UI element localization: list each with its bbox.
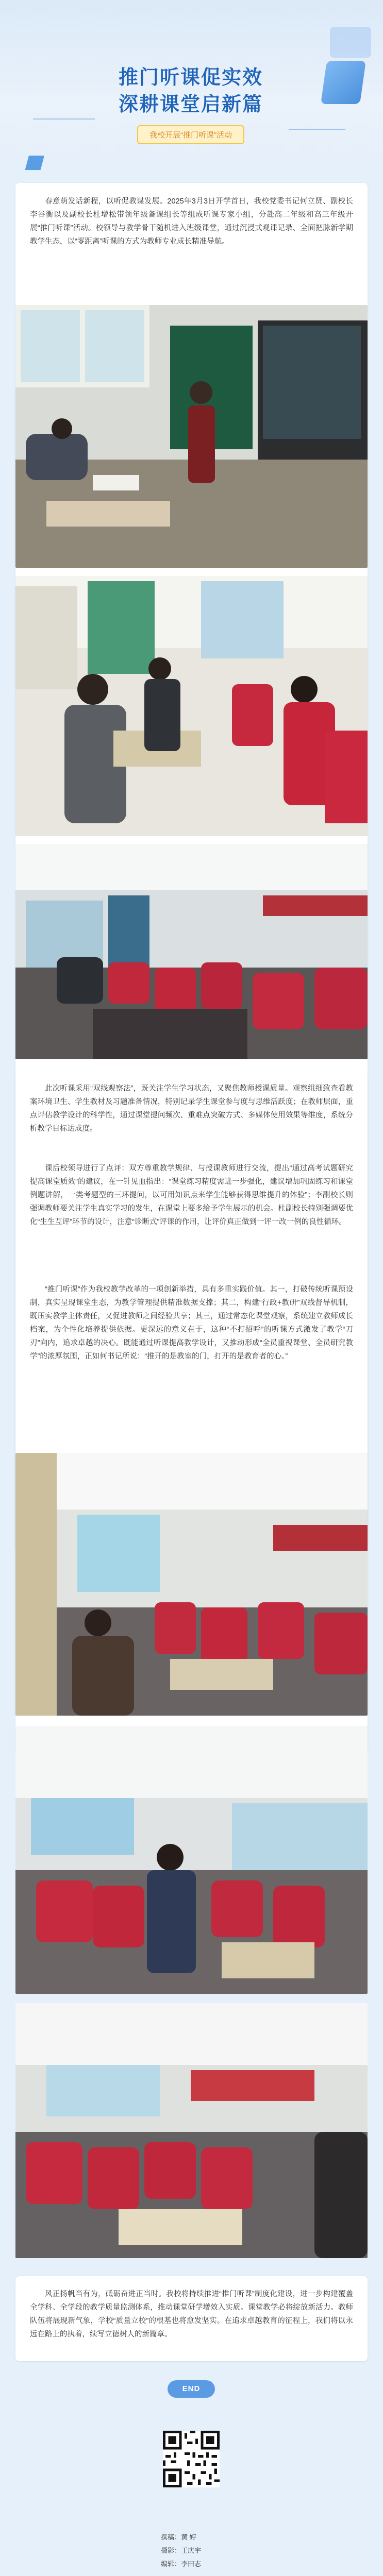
credit-writer-label: 撰稿： xyxy=(161,2533,181,2541)
credit-writer-name: 黄 婷 xyxy=(181,2533,196,2541)
paragraph-method: 此次听课采用“双线观察法”，既关注学生学习状态，又聚焦教师授课质量。观察组细致查看教案环境卫生、学生教材及习题准备情况，特别记录学生课堂参与度与思维活跃度；在教师层面，重点评估教学设计的科学性，通过课堂提问频次、重难点突破方式、多媒体使用效果等维度，系统分析教学目标达成度。 xyxy=(30,1084,353,1133)
photo-leaders-observing-class xyxy=(15,576,368,836)
credit-photo-name: 王庆宇 xyxy=(181,2547,202,2554)
paragraph-feedback: 课后校领导进行了点评：双方尊重教学规律、与授课教师进行交流，提出“通过高考试题研究提高课堂质效”的建议，在一针见血指出：“课堂练习精度需进一步强化，建议增加巩固练习和课堂例题讲解，一类考题型的三环提问，以可用知识点来学生能够获得思维提升的体验”；李副校长则强调教师要关注学生真实学习的发生，在课堂上要多给予学生展示的机会。杜副校长特别强调要优化“生生互评”环节的设计，注意“诊断式”评课的作用，让评价真正做到一评一改一例的良性循环。 xyxy=(30,1164,353,1226)
credits xyxy=(161,2531,264,2571)
photo-classroom-teacher-lecturing xyxy=(15,305,368,568)
credit-editor-label: 编辑： xyxy=(161,2560,181,2568)
decorative-line xyxy=(33,118,95,120)
paragraph-intro: 春意萌发话新程，以听促教谋发展。2025年3月3日开学首日，我校党委书记何立贤、副校长李谷衡以及副校长杜增松带领年级备课组长等组成听课专家小组，分赴高二年级和高三年级开展“推门听课”活动。校领导与教学骨干随机进入班级课堂，通过沉浸式观课记录、全面把脉新学期教学生态，以“零距离”听课的方式为教师专业成长精准导航。 xyxy=(30,197,353,246)
subtitle-badge: 我校开展“推门听课”活动 xyxy=(137,125,244,144)
header-banner xyxy=(0,0,383,170)
credit-editor xyxy=(161,2557,264,2571)
photo-full-classroom-wide xyxy=(15,844,368,1059)
credit-photo-label: 摄影： xyxy=(161,2547,181,2554)
decorative-shape xyxy=(321,61,366,104)
article-title xyxy=(101,64,281,165)
photo-students-class-observers-2 xyxy=(15,1726,368,1994)
photo-students-class-observers-3 xyxy=(15,2003,368,2258)
decorative-line xyxy=(289,129,345,130)
paragraph-value: “推门听课”作为我校教学改革的一项创新举措，具有多重实践价值。其一，打破传统听课预设制，真实呈现课堂生态，为教学管理提供精准数据支撑；其二，构建“行政+教研”双线督导机制，既压实教学主体责任，又促进教师之间经验共享；其三，通过常态化课堂观察，系统建立教师成长档案，为个性化培养提供依据。更深远的意义在于，这种“不打招呼”的听课方式激发了教学“刀刃”向内，追求卓越的决心。既能通过听课提高教学设计，又推动形成“全员重视课堂、全员研究教学”的浓厚氛围，正如何书记所说：“推开的是教室的门，打开的是教育者的心。” xyxy=(30,1285,353,1361)
title-line-1: 推门听课促实效 xyxy=(118,67,263,89)
photo-students-class-observers-1 xyxy=(15,1453,368,1716)
title-line-2: 深耕课堂启新篇 xyxy=(118,94,263,115)
end-badge: END xyxy=(168,2380,215,2398)
qr-code xyxy=(163,2431,220,2487)
credit-editor-name: 李田志 xyxy=(181,2560,202,2568)
credit-writer xyxy=(161,2531,264,2544)
decorative-shape xyxy=(330,27,371,58)
decorative-shape xyxy=(25,156,44,170)
credit-photo xyxy=(161,2544,264,2557)
paragraph-conclusion: 风正扬帆当有为，砥砺奋进正当时。我校将持续推进“推门听课”制度化建设，进一步构建覆盖全学科、全学段的教学质量监测体系，推动课堂研学增效入实质。课堂教学必将绽放新活力。教师队伍将展现新气象，学校“质量立校”的根基也将愈发坚实。在追求卓越教育的征程上，我们将以永远在路上的执着，续写立德树人的新篇章。 xyxy=(30,2290,353,2338)
